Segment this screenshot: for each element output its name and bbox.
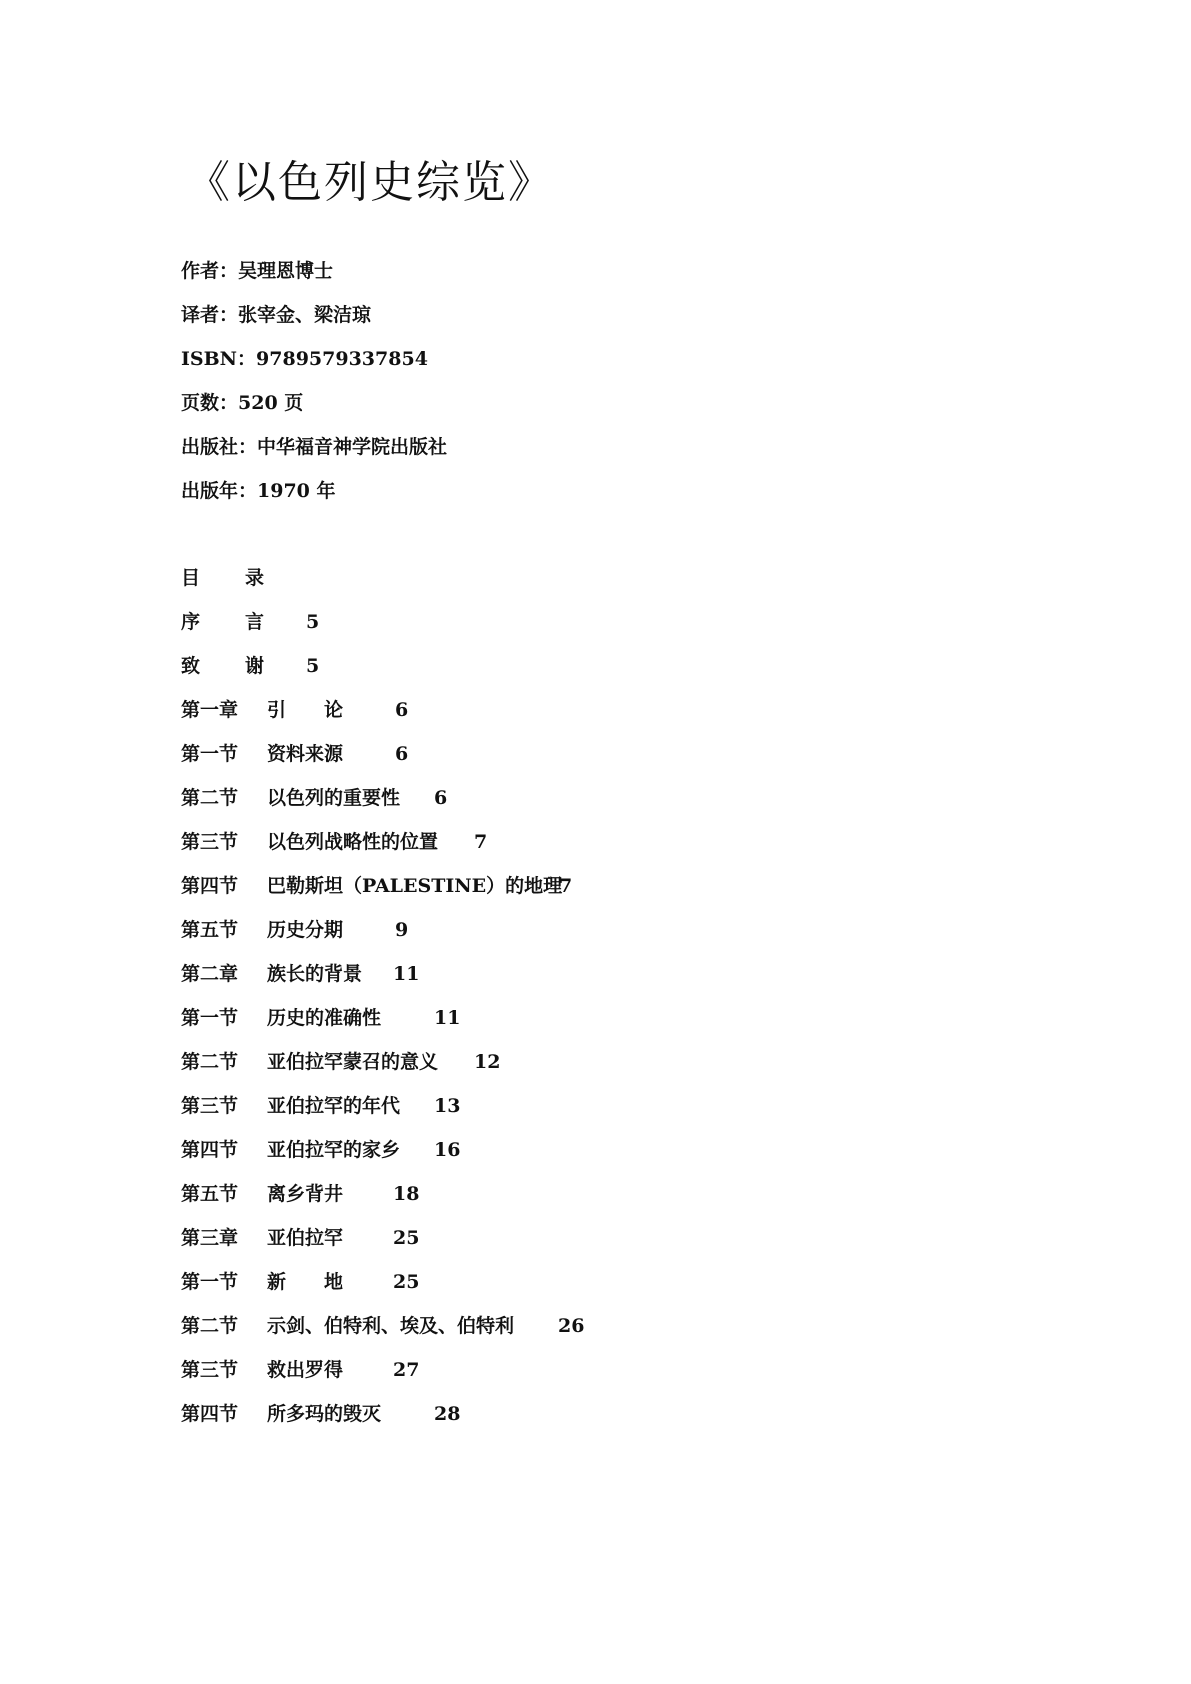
toc-entry-char: 序 [181,611,201,633]
toc-page-number: 6 [395,699,409,721]
toc-entry-char: 言 [245,611,265,633]
meta-label: 作者： [181,260,239,282]
meta-value: 1970 年 [257,480,336,502]
meta-value: 9789579337854 [256,348,428,370]
toc-page-number: 28 [434,1403,461,1425]
toc-entry-label: 第一节 [181,743,239,765]
toc-page-number: 26 [558,1315,585,1337]
meta-publisher [181,432,447,462]
toc-entry-title: 所多玛的毁灭 [267,1403,382,1425]
meta-year [181,476,336,506]
toc-page-number: 6 [395,743,409,765]
toc-entry-title: 亚伯拉罕 [267,1227,344,1249]
toc-entry-label: 第一节 [181,1007,239,1029]
toc-page-number: 9 [395,919,409,941]
toc-entry-title: 亚伯拉罕的年代 [267,1095,401,1117]
meta-label: 出版社： [181,436,258,458]
toc-page-number: 27 [393,1359,420,1381]
toc-entry-title: 历史分期 [267,919,344,941]
meta-author [181,256,333,286]
toc-entry-label: 第四节 [181,875,239,897]
toc-page-number: 13 [434,1095,461,1117]
toc-entry-label: 第五节 [181,919,239,941]
toc-entry-label: 第三节 [181,831,239,853]
toc-page-number: 11 [434,1007,461,1029]
toc-page-number: 25 [393,1227,420,1249]
toc-page-number: 6 [434,787,448,809]
toc-entry-title: 族长的背景 [267,963,363,985]
meta-value: 张宰金、梁洁琼 [238,304,372,326]
toc-entry-label: 第三章 [181,1227,239,1249]
meta-isbn [181,344,428,374]
toc-entry-title: 巴勒斯坦（PALESTINE）的地理 [267,875,563,897]
meta-translator [181,300,371,330]
toc-page-number: 16 [434,1139,461,1161]
toc-page-number: 25 [393,1271,420,1293]
toc-entry-label: 第三节 [181,1095,239,1117]
toc-entry-label: 第四节 [181,1403,239,1425]
toc-entry-title: 新 地 [267,1271,344,1293]
toc-page-number: 7 [474,831,488,853]
book-title: 《以色列史综览》 [186,157,554,208]
toc-entry-label: 第一章 [181,699,239,721]
toc-entry-char: 谢 [245,655,265,677]
toc-entry-label: 第二节 [181,1315,239,1337]
toc-page-number: 12 [474,1051,501,1073]
toc-page-number: 7 [559,875,573,897]
meta-value: 吴理恩博士 [238,260,334,282]
meta-value: 中华福音神学院出版社 [257,436,448,458]
toc-entry-title: 示剑、伯特利、埃及、伯特利 [267,1315,515,1337]
toc-entry-label: 第二节 [181,1051,239,1073]
toc-entry-title: 离乡背井 [267,1183,344,1205]
toc-page-number: 18 [393,1183,420,1205]
toc-page-number: 5 [306,655,320,677]
toc-entry-label: 第二章 [181,963,239,985]
toc-entry-title: 以色列的重要性 [267,787,401,809]
toc-entry-label: 第四节 [181,1139,239,1161]
meta-label: 出版年： [181,480,258,502]
toc-heading-char: 目 [181,567,201,589]
toc-entry-title: 资料来源 [267,743,344,765]
toc-page-number: 5 [306,611,320,633]
toc-entry-title: 亚伯拉罕的家乡 [267,1139,401,1161]
toc-entry-title: 历史的准确性 [267,1007,382,1029]
toc-entry-title: 亚伯拉罕蒙召的意义 [267,1051,439,1073]
toc-entry-title: 引 论 [267,699,344,721]
toc-entry-char: 致 [181,655,201,677]
meta-value: 520 页 [238,392,304,414]
toc-entry-label: 第五节 [181,1183,239,1205]
toc-page-number: 11 [393,963,420,985]
meta-label: ISBN： [181,348,257,370]
toc-heading-char: 录 [245,567,265,589]
meta-label: 译者： [181,304,239,326]
toc-entry-title: 以色列战略性的位置 [267,831,439,853]
toc-entry-title: 救出罗得 [267,1359,344,1381]
toc-entry-label: 第三节 [181,1359,239,1381]
toc-entry-label: 第二节 [181,787,239,809]
toc-entry-label: 第一节 [181,1271,239,1293]
meta-pages [181,388,303,418]
meta-label: 页数： [181,392,239,414]
